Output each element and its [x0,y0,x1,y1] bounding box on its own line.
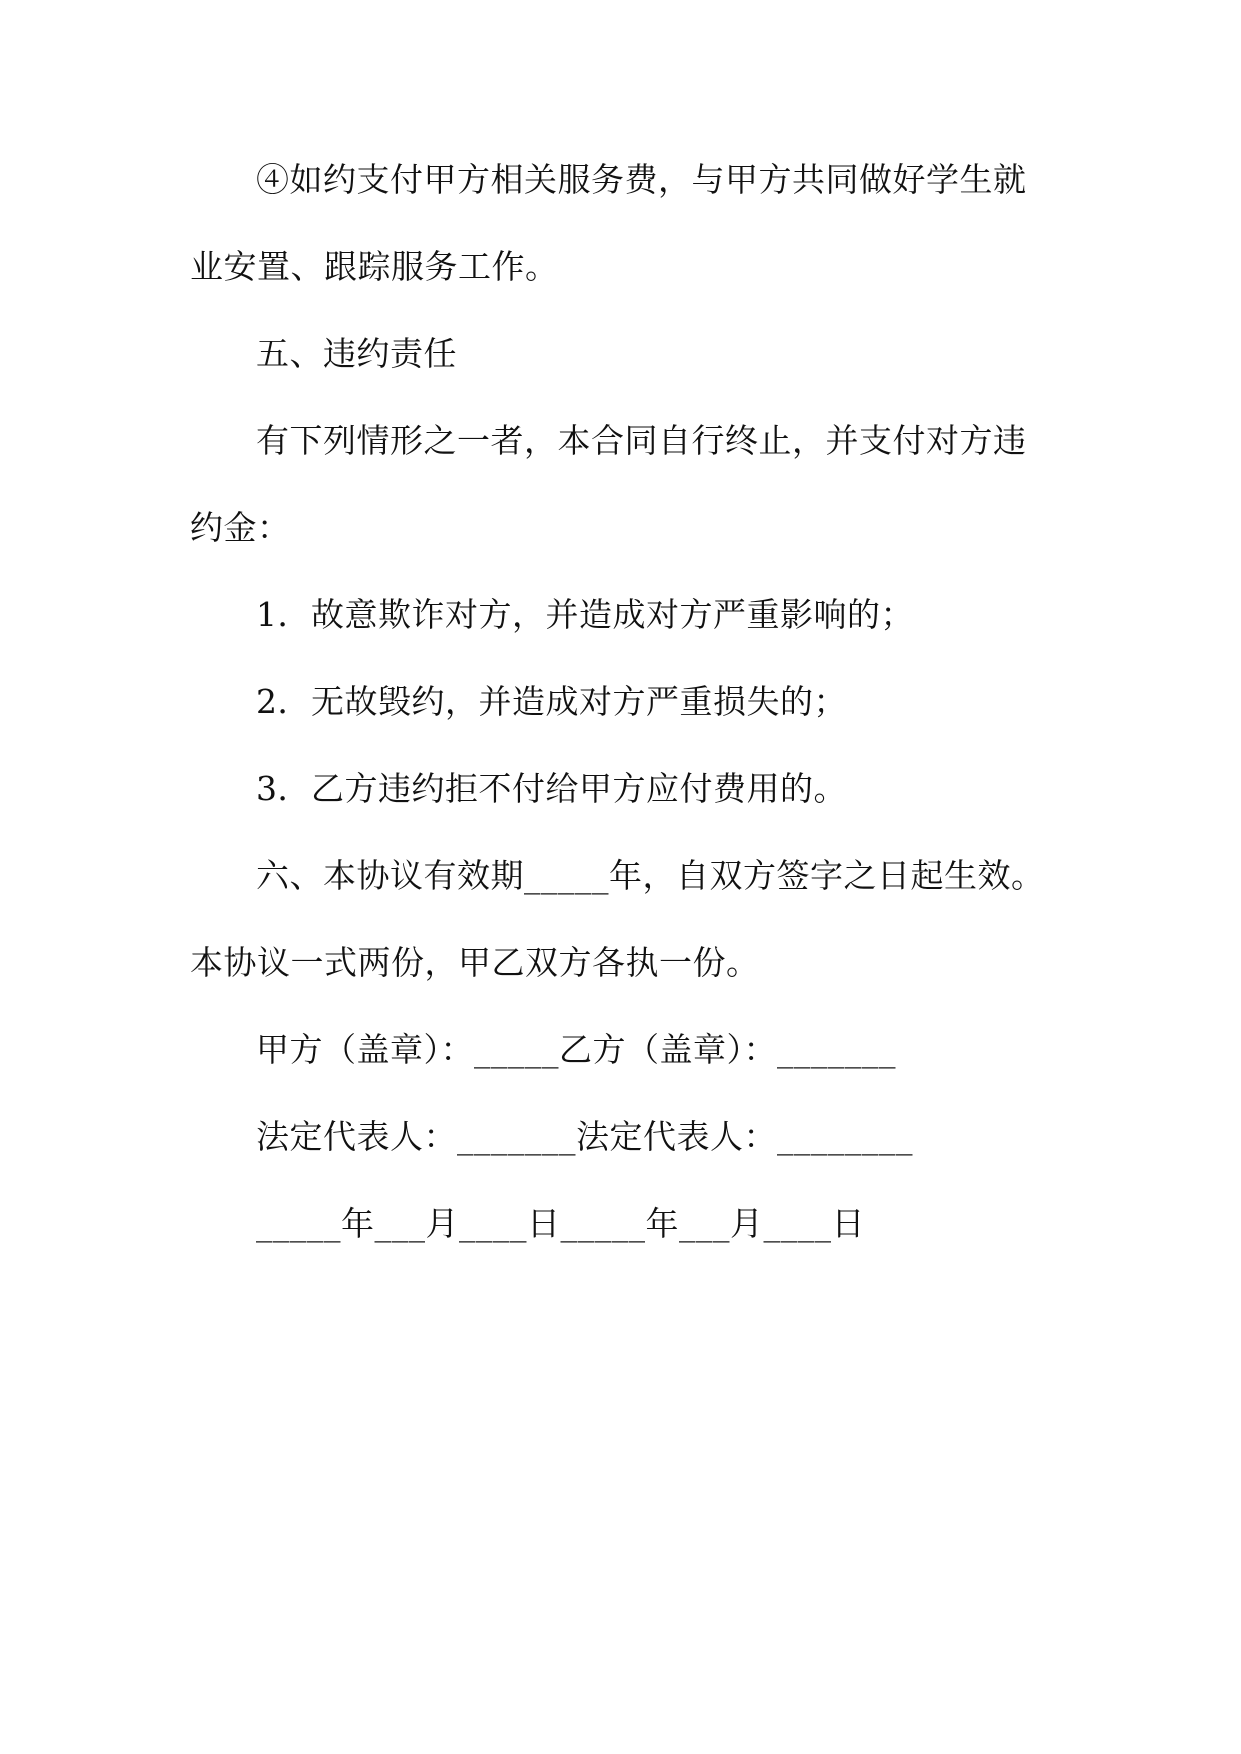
list-item: 1．故意欺诈对方，并造成对方严重影响的； [256,595,914,634]
paragraph-line: 业安置、跟踪服务工作。 [190,247,559,286]
paragraph-line: 有下列情形之一者，本合同自行终止，并支付对方违 [256,421,1027,460]
section-heading: 五、违约责任 [256,334,457,373]
signature-line-representative: 法定代表人：_______法定代表人：________ [256,1117,913,1156]
paragraph-line: 本协议一式两份，甲乙双方各执一份。 [190,943,760,982]
paragraph-line: 六、本协议有效期_____年，自双方签字之日起生效。 [256,856,1045,895]
list-item: 2．无故毁约，并造成对方严重损失的； [256,682,847,721]
signature-line-seal: 甲方（盖章）：_____乙方（盖章）：_______ [256,1030,896,1069]
paragraph-line: 约金： [190,508,291,547]
paragraph-line: ④如约支付甲方相关服务费，与甲方共同做好学生就 [256,160,1027,199]
signature-line-date: _____年___月____日_____年___月____日 [256,1204,865,1243]
list-item: 3．乙方违约拒不付给甲方应付费用的。 [256,769,847,808]
